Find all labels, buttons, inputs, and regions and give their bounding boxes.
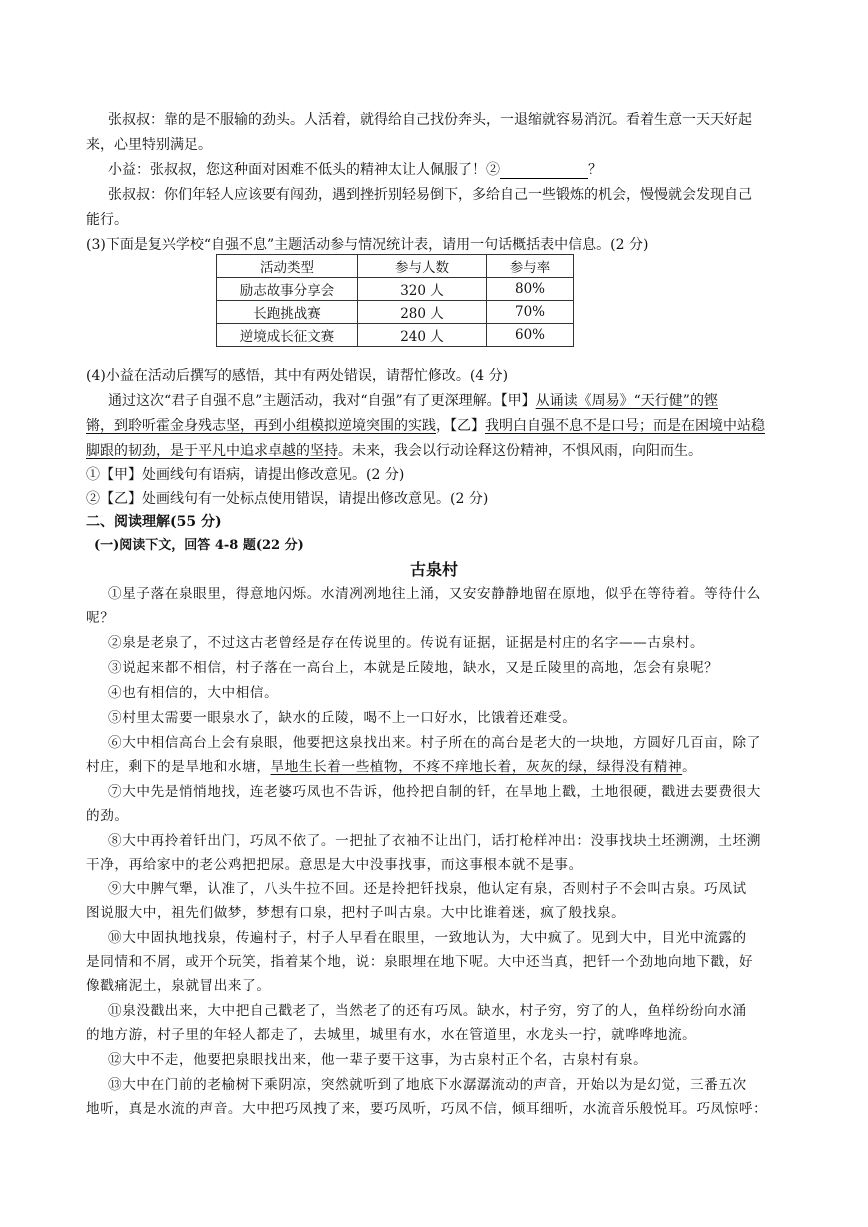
underlined-story-sentence: 旱地生长着一些植物，不疼不痒地长着，灰灰的绿，绿得没有精神 xyxy=(270,759,683,775)
story-line: ④也有相信的，大中相信。 xyxy=(108,685,279,701)
story-line: 呢？ xyxy=(86,610,115,626)
story-text: 村庄，剩下的是旱地和水塘， xyxy=(86,759,271,775)
table-header: 参与人数 xyxy=(358,255,487,278)
sub-question-1: ①【甲】处画线句有语病，请提出修改意见。(2 分) xyxy=(86,467,405,483)
dialogue-line xyxy=(108,161,814,179)
reflection-line xyxy=(86,442,792,460)
story-line: 像戳痛泥土，泉就冒出来了。 xyxy=(86,978,271,994)
story-line: ①星子落在泉眼里，得意地闪烁。水清冽冽地往上涌，又安安静静地留在原地，似乎在等待着。等待什么 xyxy=(108,586,761,602)
table-header: 活动类型 xyxy=(217,255,358,278)
story-line: ⑪泉没戳出来，大中把自己戳老了，当然老了的还有巧凤。缺水，村子穷，穷了的人，鱼样纷纷向水涌 xyxy=(108,1003,747,1019)
story-line: ⑨大中脾气犟，认准了，八头牛拉不回。还是拎把钎找泉，他认定有泉，否则村子不会叫古泉。巧凤试 xyxy=(108,881,747,897)
story-line: ⑥大中相信高台上会有泉眼，他要把这泉找出来。村子所在的高台是老大的一块地，方圆好几百亩，除了 xyxy=(108,735,761,751)
table-row xyxy=(217,301,574,324)
reflection-text: 通过这次“君子自强不息”主题活动，我对“自强”有了更深理解。【甲】 xyxy=(108,393,536,409)
story-line: 图说服大中，祖先们做梦，梦想有口泉，把村子叫古泉。大中比谁着迷，疯了般找泉。 xyxy=(86,905,626,921)
dialogue-end: ？ xyxy=(588,162,602,178)
stats-table xyxy=(216,254,574,347)
dialogue-line: 张叔叔：你们年轻人应该要有闯劲，遇到挫折别轻易倒下，多给自己一些锻炼的机会，慢慢就会发现自己 xyxy=(108,187,752,203)
dialogue-text: 小益：张叔叔，您这种面对困难不低头的精神太让人佩服了！② xyxy=(108,162,500,178)
table-row xyxy=(217,278,574,301)
story-line: 是同情和不屑，或开个玩笑，指着某个地，说：泉眼埋在地下呢。大中还当真，把钎一个劲地向地下戳，好 xyxy=(86,954,754,970)
table-cell: 长跑挑战赛 xyxy=(217,301,358,324)
story-line: ⑩大中固执地找泉，传遍村子，村子人早看在眼里，一致地认为，大中疯了。见到大中，目光中流露的 xyxy=(108,930,747,946)
story-text: 。 xyxy=(682,759,697,775)
table-cell: 70% xyxy=(487,301,574,324)
story-line xyxy=(86,758,792,776)
story-line: 地听，真是水流的声音。大中把巧凤拽了来，要巧凤听，巧凤不信，倾耳细听，水流音乐般悦耳。巧凤惊呼： xyxy=(86,1101,768,1117)
question-3: (3)下面是复兴学校“自强不息”主题活动参与情况统计表，请用一句话概括表中信息。(2 分) xyxy=(86,237,649,253)
underlined-sentence-b: 我明白自强不息不是口号；而是在困境中站稳 xyxy=(485,418,765,434)
story-line: ②泉是老泉了，不过这古老曾经是存在传说里的。传说有证据，证据是村庄的名字——古泉村。 xyxy=(108,635,705,651)
table-cell: 240 人 xyxy=(358,324,487,347)
story-line: 的地方游，村子里的年轻人都走了，去城里，城里有水，水在管道里，水龙头一拧，就哗哗地流。 xyxy=(86,1027,697,1043)
table-cell: 励志故事分享会 xyxy=(217,278,358,301)
table-cell: 80% xyxy=(487,278,574,301)
underlined-sentence-a: 从诵读《周易》“天行健”的铿 xyxy=(535,393,718,409)
story-line: ⑫大中不走，他要把泉眼找出来，他一辈子要干这事，为古泉村正个名，古泉村有泉。 xyxy=(108,1052,648,1068)
table-cell: 280 人 xyxy=(358,301,487,324)
underlined-sentence-a: 锵，到聆听霍金身残志坚，再到小组模拟逆境突围的实践 xyxy=(86,418,436,434)
story-line: ⑧大中再拎着钎出门，巧凤不依了。一把扯了衣袖不让出门，话打枪样冲出：没事找块土坯溯溯，土坯溯 xyxy=(108,833,761,849)
dialogue-line: 能行。 xyxy=(86,212,128,228)
table-header: 参与率 xyxy=(487,255,574,278)
question-4: (4)小益在活动后撰写的感悟，其中有两处错误，请帮忙修改。(4 分) xyxy=(86,368,509,384)
part-heading: (一)阅读下文，回答 4-8 题(22 分) xyxy=(94,538,304,553)
reflection-text: 。未来，我会以行动诠释这份精神，不惧风雨，向阳而生。 xyxy=(338,443,702,459)
story-line: ⑦大中先是悄悄地找，连老婆巧凤也不告诉，他拎把自制的钎，在旱地上戳，土地很硬，戳进去要费很大 xyxy=(108,784,761,800)
sub-question-2: ②【乙】处画线句有一处标点使用错误，请提出修改意见。(2 分) xyxy=(86,491,489,507)
underlined-sentence-b: 脚跟的韧劲，是于平凡中追求卓越的坚持 xyxy=(86,443,338,459)
reflection-text: ，【乙】 xyxy=(436,418,485,434)
table-header-row xyxy=(217,255,574,278)
table-cell: 320 人 xyxy=(358,278,487,301)
reflection-line xyxy=(108,392,814,410)
table-row xyxy=(217,324,574,347)
answer-blank[interactable] xyxy=(500,165,588,179)
table-cell: 60% xyxy=(487,324,574,347)
dialogue-line: 来，心里特别满足。 xyxy=(86,137,212,153)
story-line: 干净，再给家中的老公鸡把把尿。意思是大中没事找事，而这事根本就不是事。 xyxy=(86,857,583,873)
story-line: ⑤村里太需要一眼泉水了，缺水的丘陵，喝不上一口好水，比饿着还难受。 xyxy=(108,710,577,726)
story-title: 古泉村 xyxy=(409,560,458,579)
story-line: ③说起来都不相信，村子落在一高台上，本就是丘陵地，缺水，又是丘陵里的高地，怎会有泉呢？ xyxy=(108,660,719,676)
section-heading: 二、阅读理解(55 分) xyxy=(86,514,222,530)
table-cell: 逆境成长征文赛 xyxy=(217,324,358,347)
story-line: ⑬大中在门前的老榆树下乘阴凉，突然就听到了地底下水潺潺流动的声音，开始以为是幻觉，三番五次 xyxy=(108,1077,747,1093)
story-line: 的劲。 xyxy=(86,808,129,824)
reflection-line xyxy=(86,417,792,435)
dialogue-line: 张叔叔：靠的是不服输的劲头。人活着，就得给自己找份奔头，一退缩就容易消沉。看着生意一天天好起 xyxy=(108,112,752,128)
